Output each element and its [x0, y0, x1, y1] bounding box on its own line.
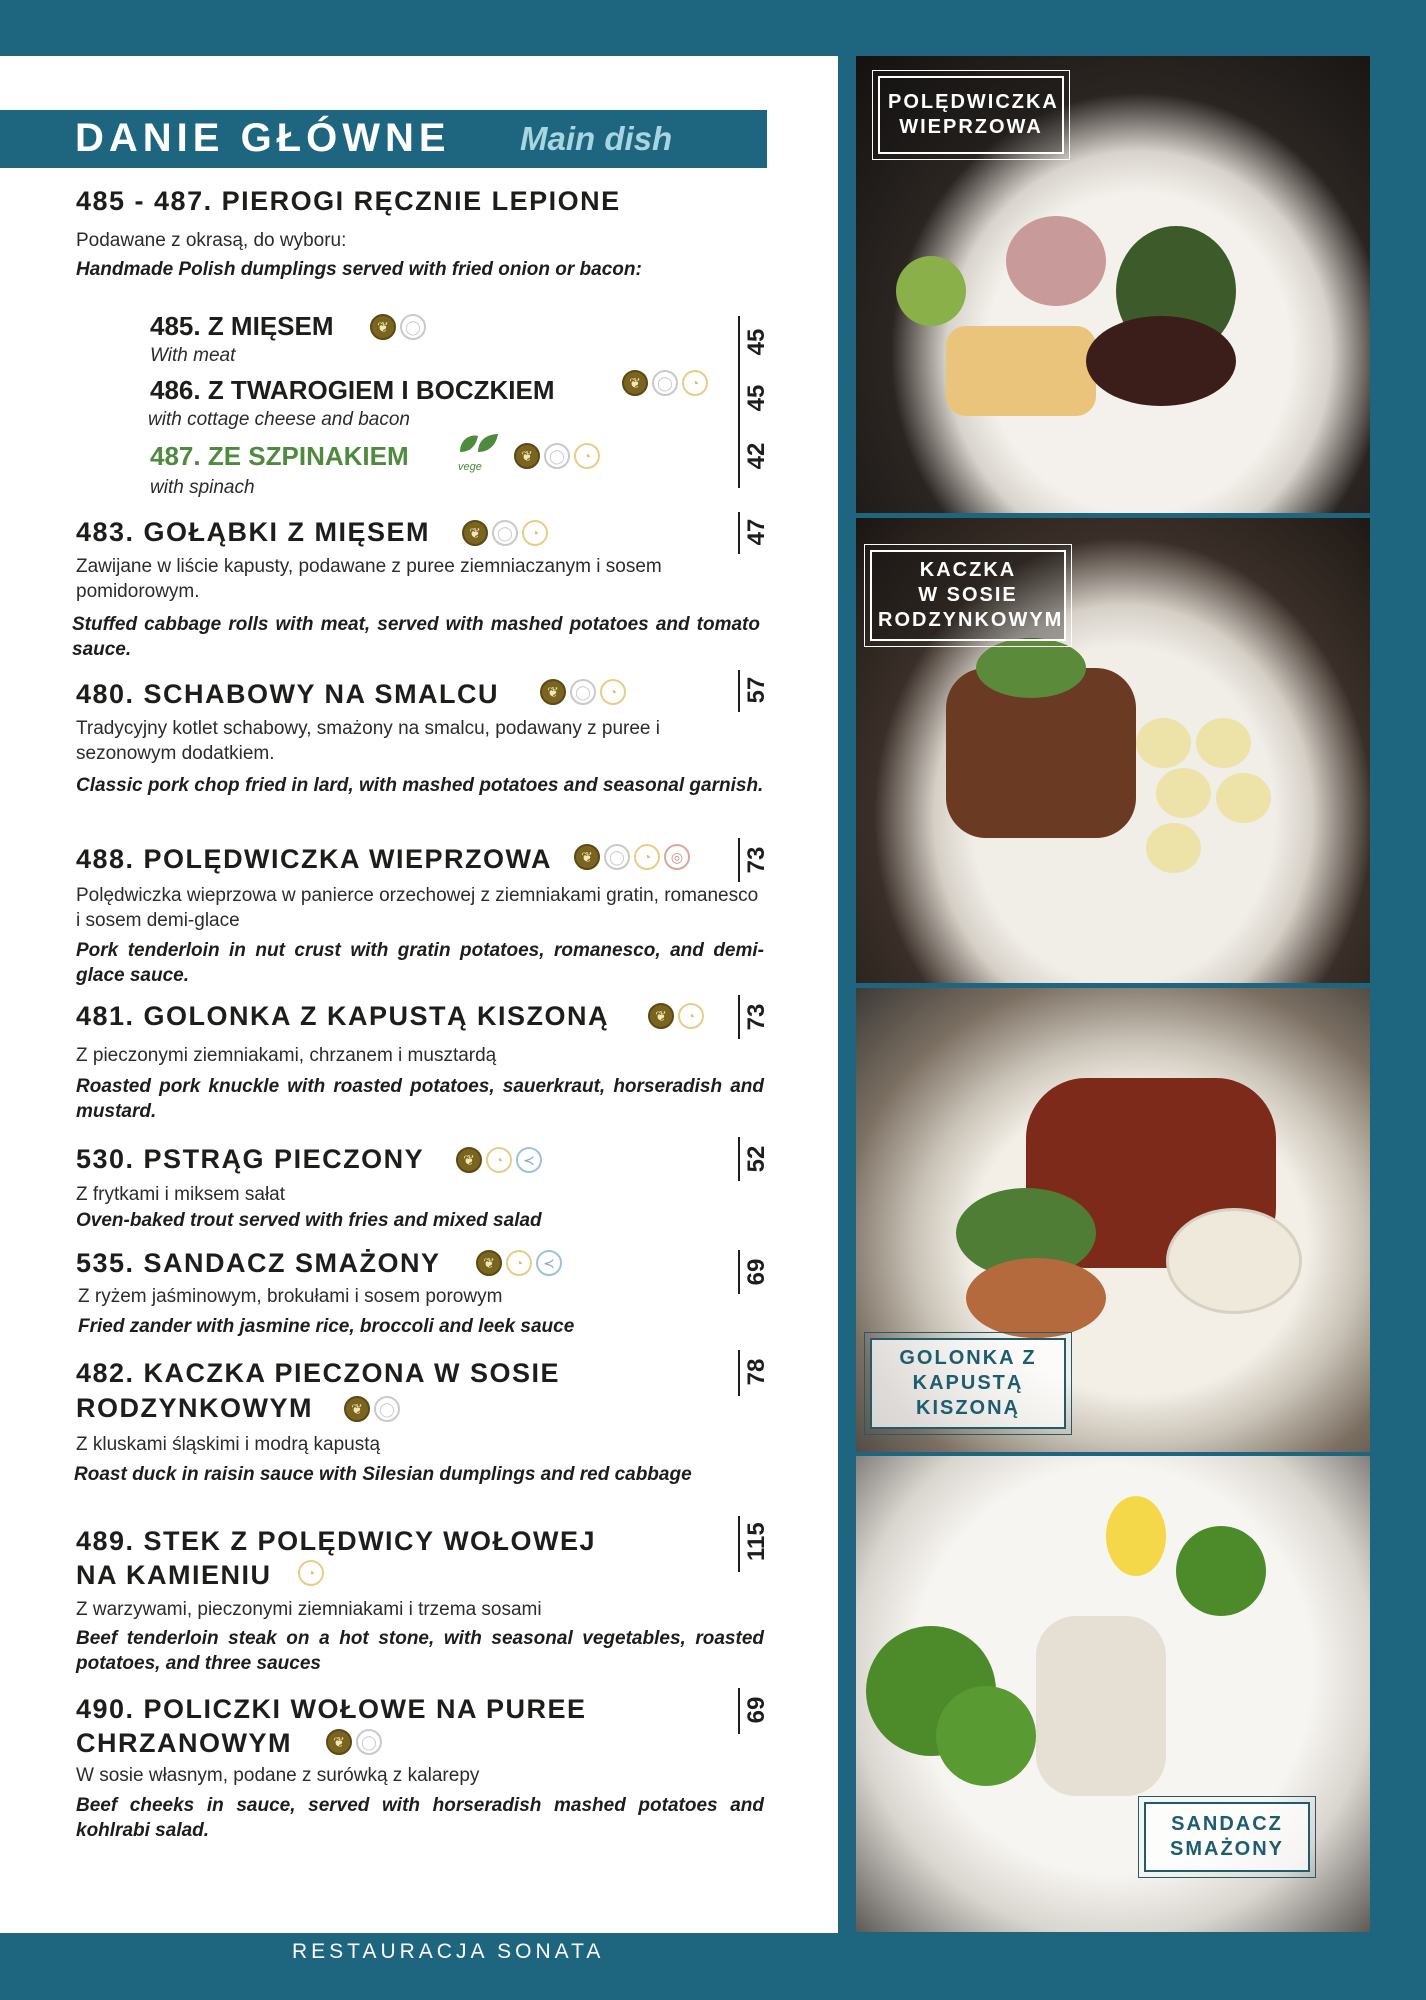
fish-icon: ≺	[516, 1147, 542, 1173]
milk-icon: ◔	[522, 520, 548, 546]
food-lemon	[1106, 1496, 1166, 1576]
food-dumpling	[1156, 768, 1211, 818]
gluten-icon: ❦	[344, 1396, 370, 1422]
photo-label-3: GOLONKA Z KAPUSTĄ KISZONĄ	[870, 1338, 1066, 1429]
food-fish	[1036, 1616, 1166, 1796]
allergen-icons	[540, 679, 626, 705]
price: 42	[738, 428, 774, 488]
food-broccoli	[936, 1686, 1036, 1786]
food-gratin	[946, 326, 1096, 416]
variant-name: 485. Z MIĘSEM	[150, 311, 334, 341]
allergen-icons	[514, 443, 600, 469]
photo-label-2: KACZKA W SOSIE RODZYNKOWYM	[870, 550, 1066, 641]
variant-en: with cottage cheese and bacon	[148, 409, 410, 430]
dish-desc-en: Roast duck in raisin sauce with Silesian dumplings and red cabbage	[74, 1464, 692, 1485]
fish-icon: ≺	[536, 1250, 562, 1276]
allergen-icons	[462, 520, 548, 546]
variant-en: with spinach	[150, 477, 255, 498]
section-title-pl: DANIE GŁÓWNE	[75, 116, 451, 160]
dish-title: 488. POLĘDWICZKA WIEPRZOWA	[76, 844, 553, 874]
dish-desc-en: Classic pork chop fried in lard, with mashed potatoes and seasonal garnish.	[76, 775, 764, 796]
gluten-icon: ❦	[540, 679, 566, 705]
milk-icon: ◔	[486, 1147, 512, 1173]
allergen-icons	[476, 1250, 562, 1276]
allergen-icons	[648, 1003, 704, 1029]
dish-desc-en: Stuffed cabbage rolls with meat, served with mashed potatoes and tomato sauce.	[72, 614, 760, 660]
food-dumpling	[1196, 718, 1251, 768]
milk-icon: ◔	[682, 370, 708, 396]
section-title-bar	[0, 110, 767, 168]
price: 69	[738, 1250, 774, 1294]
price: 73	[738, 838, 774, 882]
milk-icon: ◔	[678, 1003, 704, 1029]
dish-desc: Polędwiczka wieprzowa w panierce orzechowej z ziemniakami gratin, romanesco i sosem demi-glace	[76, 885, 759, 931]
dish-desc-en: Handmade Polish dumplings served with fried onion or bacon:	[76, 259, 642, 280]
dish-desc: Z frytkami i miksem sałat	[76, 1184, 286, 1205]
allergen-icons	[456, 1147, 542, 1173]
dish-desc-en: Fried zander with jasmine rice, broccoli and leek sauce	[78, 1316, 575, 1337]
nut-icon: ◎	[664, 844, 690, 870]
price: 115	[738, 1516, 774, 1572]
food-dumpling	[1216, 773, 1271, 823]
dish-title: 481. GOLONKA Z KAPUSTĄ KISZONĄ	[76, 1001, 610, 1031]
photo-pork-knuckle	[856, 988, 1370, 1452]
dish-desc-en: Pork tenderloin in nut crust with gratin potatoes, romanesco, and demi-glace sauce.	[76, 940, 764, 986]
egg-icon: ◯	[374, 1396, 400, 1422]
price: 78	[738, 1350, 774, 1396]
photo-pork-tenderloin	[856, 56, 1370, 513]
allergen-icons	[370, 314, 426, 340]
food-dumpling	[1136, 718, 1191, 768]
dish-title-line2: NA KAMIENIU	[76, 1560, 272, 1590]
dish-title: 530. PSTRĄG PIECZONY	[76, 1144, 425, 1174]
dish-title: 489. STEK Z POLĘDWICY WOŁOWEJ	[76, 1526, 597, 1556]
gluten-icon: ❦	[462, 520, 488, 546]
food-broccoli	[1176, 1526, 1266, 1616]
gluten-icon: ❦	[476, 1250, 502, 1276]
price: 45	[738, 372, 774, 428]
dish-desc: Z ryżem jaśminowym, brokułami i sosem porowym	[78, 1286, 503, 1307]
dish-desc: Z kluskami śląskimi i modrą kapustą	[76, 1434, 381, 1455]
price: 69	[738, 1688, 774, 1734]
milk-icon: ◔	[634, 844, 660, 870]
dish-desc: Tradycyjny kotlet schabowy, smażony na smalcu, podawany z puree i sezonowym dodatkiem.	[76, 718, 660, 764]
price: 47	[738, 512, 774, 554]
dish-desc: Podawane z okrasą, do wyboru:	[76, 230, 347, 251]
allergen-icons	[326, 1729, 382, 1755]
section-title-en: Main dish	[520, 120, 673, 157]
dish-desc-en: Beef tenderloin steak on a hot stone, with seasonal vegetables, roasted potatoes, and three sauces	[76, 1628, 764, 1674]
price: 57	[738, 670, 774, 712]
variant-en: With meat	[150, 345, 236, 366]
food-meat	[1006, 216, 1106, 306]
variant-name: 486. Z TWAROGIEM I BOCZKIEM	[150, 375, 555, 405]
gluten-icon: ❦	[326, 1729, 352, 1755]
milk-icon: ◔	[506, 1250, 532, 1276]
dish-desc-en: Oven-baked trout served with fries and mixed salad	[76, 1210, 542, 1231]
food-potatoes	[966, 1258, 1106, 1338]
dish-title-line2: RODZYNKOWYM	[76, 1393, 313, 1423]
allergen-icons	[622, 370, 708, 396]
food-dumpling	[1146, 823, 1201, 873]
dish-desc: Zawijane w liście kapusty, podawane z puree ziemniaczanym i sosem pomidorowym.	[76, 556, 662, 602]
photo-zander	[856, 1456, 1370, 1932]
egg-icon: ◯	[544, 443, 570, 469]
egg-icon: ◯	[604, 844, 630, 870]
photo-label-4: SANDACZ SMAŻONY	[1144, 1802, 1310, 1872]
photo-duck	[856, 518, 1370, 983]
allergen-icons	[344, 1396, 400, 1422]
dish-desc: W sosie własnym, podane z surówką z kalarepy	[76, 1765, 480, 1786]
gluten-icon: ❦	[622, 370, 648, 396]
allergen-icons	[298, 1560, 324, 1586]
dish-desc: Z pieczonymi ziemniakami, chrzanem i musztardą	[76, 1045, 497, 1066]
food-horseradish-bowl	[1166, 1208, 1302, 1314]
egg-icon: ◯	[400, 314, 426, 340]
dish-title: 480. SCHABOWY NA SMALCU	[76, 679, 500, 709]
price: 45	[738, 316, 774, 372]
gluten-icon: ❦	[574, 844, 600, 870]
dish-desc: Z warzywami, pieczonymi ziemniakami i trzema sosami	[76, 1599, 542, 1620]
egg-icon: ◯	[652, 370, 678, 396]
dish-title: 535. SANDACZ SMAŻONY	[76, 1248, 441, 1278]
food-microgreens	[976, 638, 1086, 698]
price: 73	[738, 995, 774, 1039]
dish-title: 482. KACZKA PIECZONA W SOSIE	[76, 1358, 561, 1388]
milk-icon: ◔	[574, 443, 600, 469]
allergen-icons	[574, 844, 690, 870]
dish-title: 485 - 487. PIEROGI RĘCZNIE LEPIONE	[76, 186, 621, 216]
food-sauce	[1086, 316, 1236, 406]
egg-icon: ◯	[570, 679, 596, 705]
vege-label: vege	[458, 461, 482, 473]
gluten-icon: ❦	[370, 314, 396, 340]
bottom-band	[0, 1933, 1426, 2000]
egg-icon: ◯	[356, 1729, 382, 1755]
gluten-icon: ❦	[648, 1003, 674, 1029]
dish-title: 483. GOŁĄBKI Z MIĘSEM	[76, 517, 431, 547]
photo-label-1: POLĘDWICZKA WIEPRZOWA	[878, 76, 1064, 154]
milk-icon: ◔	[298, 1560, 324, 1586]
price: 52	[738, 1137, 774, 1181]
gluten-icon: ❦	[514, 443, 540, 469]
food-romanesco	[896, 256, 966, 326]
milk-icon: ◔	[600, 679, 626, 705]
dish-desc-en: Roasted pork knuckle with roasted potatoes, sauerkraut, horseradish and mustard.	[76, 1076, 764, 1122]
dish-desc-en: Beef cheeks in sauce, served with horseradish mashed potatoes and kohlrabi salad.	[76, 1795, 764, 1841]
egg-icon: ◯	[492, 520, 518, 546]
dish-title-line2: CHRZANOWYM	[76, 1728, 292, 1758]
dish-title: 490. POLICZKI WOŁOWE NA PUREE	[76, 1694, 587, 1724]
gluten-icon: ❦	[456, 1147, 482, 1173]
footer-restaurant-name: RESTAURACJA SONATA	[292, 1940, 605, 1963]
variant-name: 487. ZE SZPINAKIEM	[150, 441, 409, 471]
